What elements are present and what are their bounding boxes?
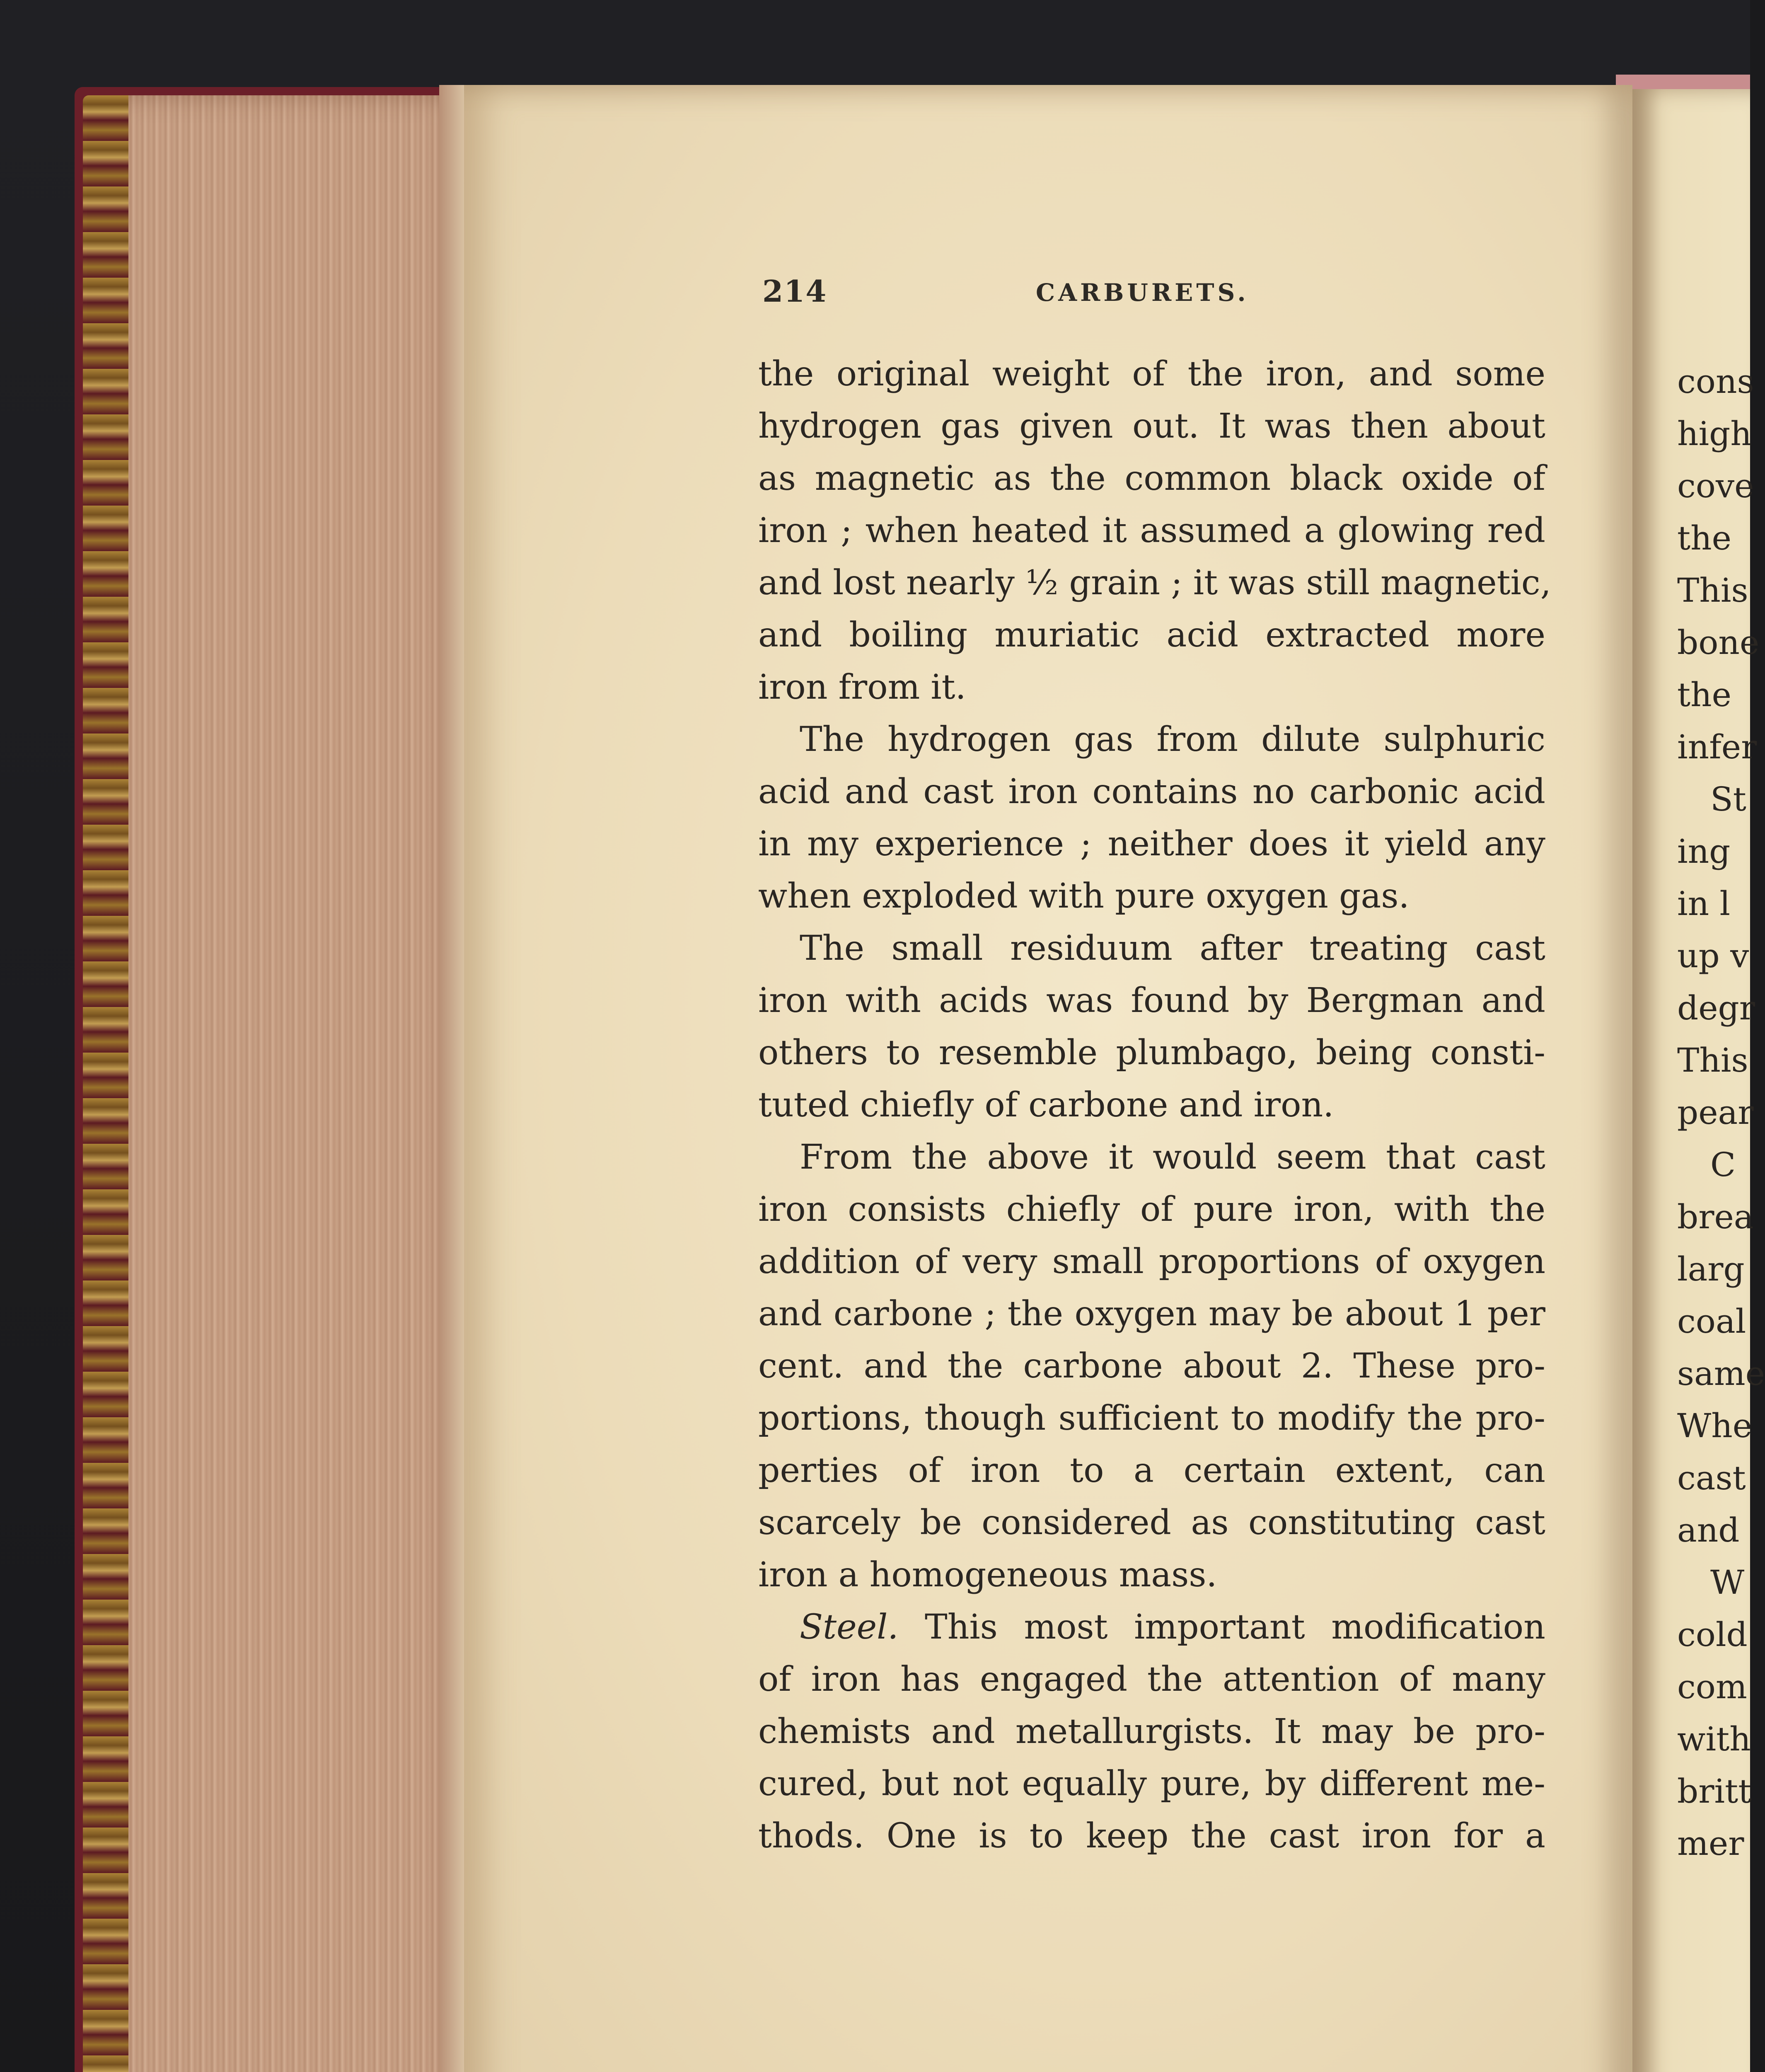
facing-page-line: bone	[1677, 623, 1760, 662]
text-line: scarcely be considered as constituting cast	[758, 1503, 1545, 1542]
text-line: iron consists chiefly of pure iron, with the	[758, 1190, 1545, 1229]
page-edges-stack	[128, 95, 468, 2072]
facing-page-line: with	[1677, 1720, 1751, 1758]
text-line: and carbone ; the oxygen may be about 1 per	[758, 1294, 1545, 1334]
text-line: the original weight of the iron, and some	[758, 354, 1545, 394]
text-line: portions, though sufficient to modify the pro-	[758, 1399, 1545, 1438]
text-line: iron with acids was found by Bergman and	[758, 981, 1545, 1020]
facing-page-line: This	[1677, 1041, 1748, 1080]
facing-page-line: coal	[1677, 1302, 1746, 1341]
text-line: iron a homogeneous mass.	[758, 1555, 1217, 1595]
text-line: iron from it.	[758, 668, 966, 707]
body-text	[758, 348, 1551, 1862]
facing-page-text	[1677, 356, 1765, 1870]
facing-page-line: mer	[1677, 1824, 1744, 1863]
facing-page-line: britt	[1677, 1772, 1752, 1811]
facing-page-line: larg	[1677, 1250, 1745, 1288]
facing-page-line: com	[1677, 1668, 1747, 1706]
text-line: tuted chiefly of carbone and iron.	[758, 1085, 1334, 1125]
facing-page-line: W	[1710, 1563, 1745, 1602]
body-lines	[758, 348, 1551, 1601]
steel-line: cured, but not equally pure, by different me-	[758, 1764, 1545, 1803]
steel-first-line-rest: This most important modification	[925, 1607, 1545, 1647]
facing-page-line: degr	[1677, 989, 1755, 1027]
facing-page-line: St	[1710, 780, 1746, 818]
facing-page-line: high	[1677, 414, 1752, 453]
text-line: acid and cast iron contains no carbonic acid	[758, 772, 1545, 811]
gilt-decoration	[83, 95, 133, 2072]
steel-paragraph-first-line	[758, 1601, 1545, 1653]
page-header	[762, 274, 1550, 315]
facing-page-line: and	[1677, 1511, 1740, 1549]
steel-label: Steel.	[800, 1607, 899, 1647]
steel-line: chemists and metallurgists. It may be pro-	[758, 1712, 1545, 1751]
steel-line: of iron has engaged the attention of many	[758, 1660, 1545, 1699]
text-line: when exploded with pure oxygen gas.	[758, 876, 1410, 916]
page-gutter	[439, 85, 464, 2072]
running-head: CARBURETS.	[1036, 278, 1249, 307]
text-line: in my experience ; neither does it yield any	[758, 824, 1545, 864]
facing-page-line: brea	[1677, 1198, 1754, 1236]
text-line: and boiling muriatic acid extracted more	[758, 615, 1545, 655]
text-line: perties of iron to a certain extent, can	[758, 1451, 1545, 1490]
text-line: hydrogen gas given out. It was then about	[758, 407, 1545, 446]
text-line: From the above it would seem that cast	[800, 1138, 1545, 1177]
facing-page-line: Whe	[1677, 1406, 1753, 1445]
facing-page-line: ing	[1677, 832, 1731, 871]
facing-page-line: cold	[1677, 1615, 1748, 1654]
page-number: 214	[762, 274, 827, 309]
facing-page-line: pear	[1677, 1093, 1754, 1132]
facing-page-line: cast	[1677, 1459, 1746, 1497]
text-line: cent. and the carbone about 2. These pro-	[758, 1346, 1545, 1386]
text-line: The hydrogen gas from dilute sulphuric	[800, 720, 1545, 759]
facing-page-line: infer	[1677, 728, 1757, 766]
text-line: iron ; when heated it assumed a glowing red	[758, 511, 1545, 550]
text-line: addition of very small proportions of oxygen	[758, 1242, 1545, 1281]
facing-page-line: up v	[1677, 937, 1749, 975]
facing-page-line: in l	[1677, 884, 1731, 923]
facing-page-line: the	[1677, 519, 1732, 557]
steel-final-line: thods. One is to keep the cast iron for a	[758, 1816, 1545, 1856]
facing-page-line: same	[1677, 1354, 1765, 1393]
text-line: and lost nearly ½ grain ; it was still magnetic,	[758, 563, 1551, 603]
facing-page-line: C	[1710, 1145, 1736, 1184]
facing-page-line: cons	[1677, 362, 1754, 401]
facing-page-line: cove	[1677, 467, 1754, 505]
text-line: The small residuum after treating cast	[800, 929, 1545, 968]
text-line: others to resemble plumbago, being consti-	[758, 1033, 1545, 1072]
text-line: as magnetic as the common black oxide of	[758, 459, 1545, 498]
facing-page-line: This	[1677, 571, 1748, 610]
facing-page-line: the	[1677, 675, 1732, 714]
